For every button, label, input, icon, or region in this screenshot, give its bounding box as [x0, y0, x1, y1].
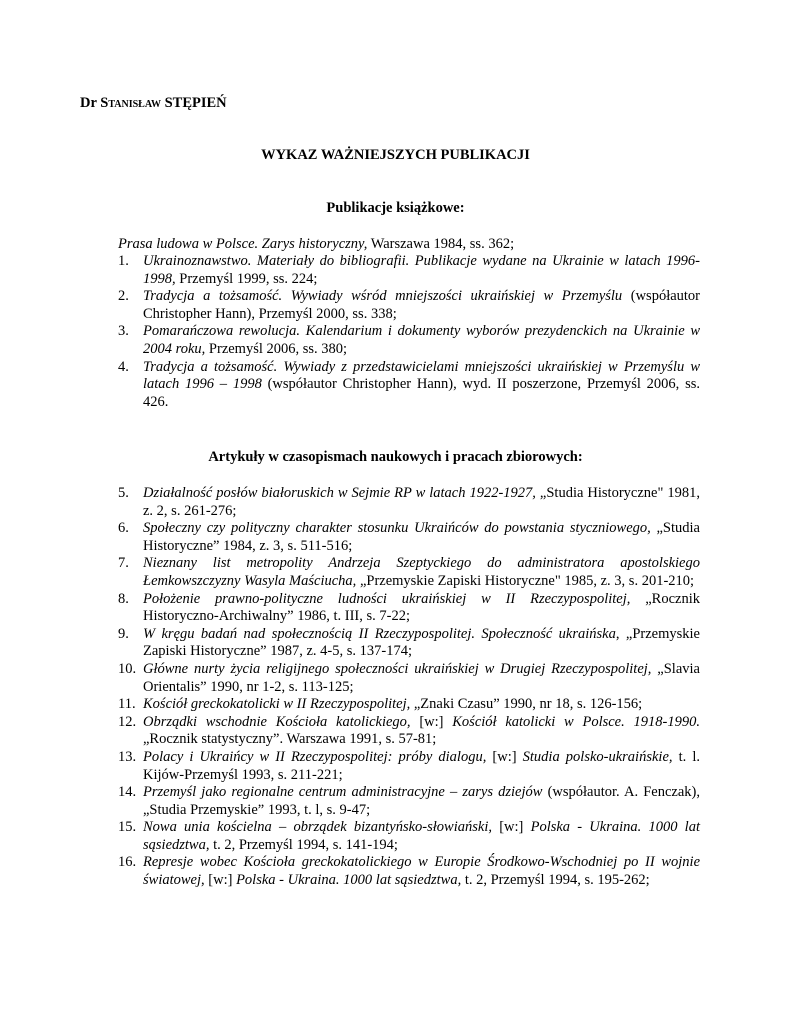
books-intro-entry: [118, 236, 700, 254]
author-surname: STĘPIEŃ: [164, 95, 227, 111]
list-item: [118, 784, 700, 819]
entry-details: „Studia Historyczne” 1984, z. 3, s. 511-516;: [143, 520, 700, 554]
entry-details: „Przemyskie Zapiski Historyczne" 1985, z. 3, s. 201-210;: [356, 572, 695, 589]
author-first-name: Stanisław: [100, 95, 161, 111]
list-item: [118, 714, 700, 749]
entry-title: Obrządki wschodnie Kościoła katolickiego,: [143, 713, 411, 730]
entry-title: Społeczny czy polityczny charakter stosunku Ukraińców do powstania styczniowego,: [143, 520, 651, 537]
entry-details: „Slavia Orientalis” 1990, nr 1-2, s. 113-125;: [143, 660, 700, 695]
entry-details: „Studia Historyczne" 1981, z. 2, s. 261-276;: [143, 485, 700, 519]
item-number: 16.: [118, 854, 137, 871]
entry-title: Tradycja a tożsamość. Wywiady wśród mniejszości ukraińskiej w Przemyślu: [143, 288, 623, 305]
item-number: 15.: [118, 819, 137, 836]
item-number: 1.: [118, 253, 129, 269]
item-number: 3.: [118, 323, 129, 340]
document-title: WYKAZ WAŻNIEJSZYCH PUBLIKACJI: [261, 147, 530, 163]
entry-title: Przemyśl jako regionalne centrum administracyjne – zarys dziejów: [143, 784, 543, 801]
list-item: [118, 591, 700, 626]
entry-details: (współautor Christopher Hann), Przemyśl 2000, ss. 338;: [143, 288, 701, 322]
entry-collection-details: t. 2, Przemyśl 1994, s. 141-194;: [209, 836, 398, 853]
entry-collection-title: Polska - Ukraina. 1000 lat sąsiedztwa,: [143, 819, 700, 853]
entry-details: , [w:]: [201, 872, 237, 889]
books-heading: Publikacje książkowe:: [326, 200, 465, 216]
list-item: [118, 819, 700, 854]
list-item: [118, 749, 700, 784]
entry-title: Położenie prawno-polityczne ludności ukraińskiej w II Rzeczypospolitej,: [143, 590, 631, 607]
item-number: 12.: [118, 713, 137, 730]
entry-details: (współautor Christopher Hann), wyd. II poszerzone, Przemyśl 2006, ss. 426.: [143, 376, 700, 410]
list-item: [118, 661, 700, 696]
entry-details: Przemyśl 1999, ss. 224;: [175, 270, 318, 287]
entry-title: Ukrainoznawstwo. Materiały do bibliografii. Publikacje wydane na Ukrainie w latach 1996-1998,: [143, 253, 700, 287]
list-item: [118, 323, 700, 358]
list-item: [118, 253, 700, 288]
entry-title: Prasa ludowa w Polsce. Zarys historyczny,: [118, 236, 368, 252]
item-number: 11.: [118, 696, 136, 713]
item-number: 5.: [118, 485, 129, 501]
entry-title: Represje wobec Kościoła greckokatolickiego w Europie Środkowo-Wschodniej po II wojnie światowej: [143, 854, 700, 889]
entry-details: , „Przemyskie Zapiski Historyczne” 1987, z. 4-5, s. 137-174;: [143, 625, 700, 660]
articles-list: [118, 485, 700, 890]
entry-details: [w:]: [410, 713, 453, 730]
item-number: 4.: [118, 358, 129, 375]
entry-title: Główne nurty życia religijnego społeczności ukraińskiej w Drugiej Rzeczypospolitej,: [143, 660, 652, 677]
entry-details: Warszawa 1984, ss. 362;: [367, 236, 515, 252]
entry-collection-details: „Rocznik statystyczny”. Warszawa 1991, s. 57-81;: [143, 731, 437, 748]
entry-collection-details: t. l. Kijów-Przemyśl 1993, s. 211-221;: [143, 748, 700, 783]
item-number: 8.: [118, 590, 129, 607]
entry-title: Polacy i Ukraińcy w II Rzeczypospolitej: próby dialogu,: [143, 748, 487, 765]
item-number: 6.: [118, 520, 129, 537]
list-item: [118, 485, 700, 520]
entry-title: Tradycja a tożsamość. Wywiady z przedstawicielami mniejszości ukraińskiej w Przemyślu w latach 1996 – 1998: [143, 358, 700, 393]
author-title: Dr: [80, 95, 101, 111]
item-number: 9.: [118, 625, 129, 642]
list-item: [118, 359, 700, 412]
author-name: [80, 95, 227, 113]
entry-details: „Rocznik Historyczno-Archiwalny” 1986, t. III, s. 7-22;: [143, 590, 700, 625]
entry-title: Nieznany list metropolity Andrzeja Szeptyckiego do administratora apostolskiego Łemkowszczyzny Wasyla Maściucha,: [143, 555, 700, 589]
list-item: [118, 696, 700, 714]
list-item: [118, 626, 700, 661]
entry-details: (współautor. A. Fenczak), „Studia Przemyskie” 1993, t. l, s. 9-47;: [143, 784, 700, 818]
articles-heading: Artykuły w czasopismach naukowych i pracach zbiorowych:: [208, 449, 583, 465]
entry-title: Działalność posłów białoruskich w Sejmie RP w latach 1922-1927,: [143, 485, 536, 501]
entry-details: [w:]: [486, 748, 523, 765]
entry-collection-title: Studia polsko-ukraińskie,: [522, 748, 673, 765]
entry-details: „Znaki Czasu” 1990, nr 18, s. 126-156;: [410, 696, 643, 713]
list-item: [118, 854, 700, 889]
entry-title: Kościół greckokatolicki w II Rzeczypospolitej,: [143, 696, 411, 713]
entry-collection-title: Kościół katolicki w Polsce. 1918-1990.: [452, 713, 700, 730]
list-item: [118, 288, 700, 323]
entry-details: [w:]: [492, 819, 531, 836]
item-number: 13.: [118, 748, 137, 765]
entry-title: W kręgu badań nad społecznością II Rzeczypospolitej. Społeczność ukraińska: [143, 625, 616, 642]
books-list: [118, 253, 700, 411]
item-number: 7.: [118, 555, 129, 572]
entry-collection-title: Polska - Ukraina. 1000 lat sąsiedztwa,: [236, 872, 462, 889]
entry-details: Przemyśl 2006, ss. 380;: [205, 340, 348, 357]
entry-title: Nowa unia kościelna – obrządek bizantyńsko-słowiański,: [143, 819, 492, 836]
list-item: [118, 555, 700, 590]
list-item: [118, 520, 700, 555]
item-number: 2.: [118, 288, 129, 305]
entry-title: Pomarańczowa rewolucja. Kalendarium i dokumenty wyborów prezydenckich na Ukrainie w 2004 roku,: [143, 323, 700, 357]
entry-collection-details: t. 2, Przemyśl 1994, s. 195-262;: [461, 872, 650, 889]
item-number: 14.: [118, 784, 137, 801]
item-number: 10.: [118, 660, 137, 677]
